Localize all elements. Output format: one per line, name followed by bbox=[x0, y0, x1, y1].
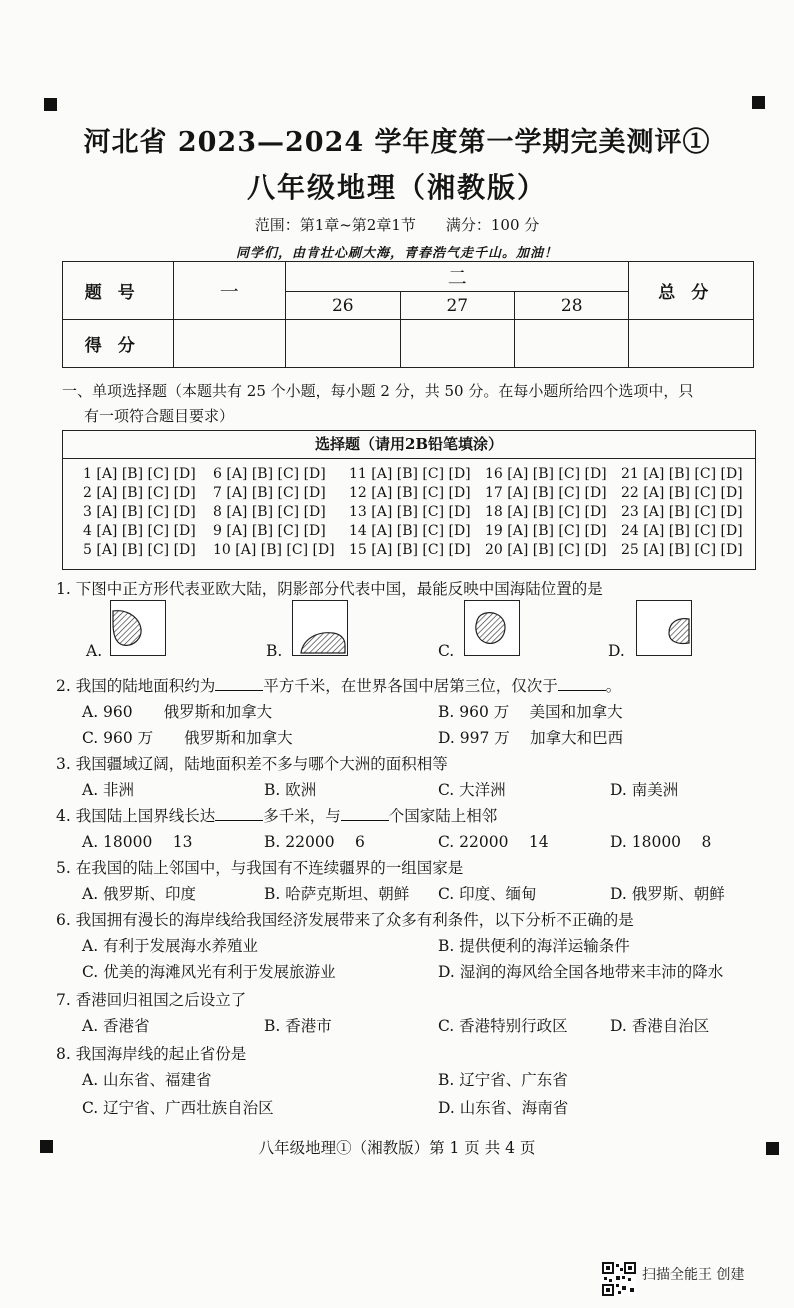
question-5-option-d[interactable]: D. 俄罗斯、朝鲜 bbox=[610, 885, 725, 903]
question-4-option-a[interactable]: A. 18000 13 bbox=[82, 833, 193, 851]
question-3-option-a[interactable]: A. 非洲 bbox=[82, 781, 135, 799]
score-sub-col-28: 28 bbox=[515, 292, 629, 320]
question-1-option-b-label[interactable]: B. bbox=[266, 642, 283, 660]
exam-motto: 同学们，由肯壮心刷大海，青春浩气走千山。加油！ bbox=[235, 246, 558, 261]
question-2-option-a[interactable]: A. 960 俄罗斯和加拿大 bbox=[82, 703, 273, 721]
question-1-map-a bbox=[110, 600, 166, 656]
answer-row[interactable]: 19 [A] [B] [C] [D] bbox=[485, 523, 607, 539]
question-8-option-a[interactable]: A. 山东省、福建省 bbox=[82, 1071, 212, 1089]
question-6-option-a[interactable]: A. 有利于发展海水养殖业 bbox=[82, 937, 259, 955]
answer-row[interactable]: 1 [A] [B] [C] [D] bbox=[83, 466, 196, 482]
question-4-option-d[interactable]: D. 18000 8 bbox=[610, 833, 712, 851]
question-2-blank-1[interactable] bbox=[215, 676, 263, 691]
answer-row[interactable]: 13 [A] [B] [C] [D] bbox=[349, 504, 471, 520]
question-4-stem-part2: 多千米，与 bbox=[263, 807, 341, 825]
answer-row[interactable]: 17 [A] [B] [C] [D] bbox=[485, 485, 607, 501]
page-footer: 八年级地理①（湘教版）第 1 页 共 4 页 bbox=[258, 1139, 536, 1157]
question-1-option-c-label[interactable]: C. bbox=[438, 642, 455, 660]
answer-sheet bbox=[62, 430, 756, 570]
question-2-stem-part1: 2. 我国的陆地面积约为 bbox=[56, 677, 216, 695]
score-sub-col-27: 27 bbox=[400, 292, 514, 320]
answer-row[interactable]: 22 [A] [B] [C] [D] bbox=[621, 485, 743, 501]
score-total-label: 总分 bbox=[629, 262, 754, 320]
answer-row[interactable]: 7 [A] [B] [C] [D] bbox=[213, 485, 326, 501]
answer-column-5 bbox=[621, 465, 743, 560]
question-3-option-d[interactable]: D. 南美洲 bbox=[610, 781, 679, 799]
question-1-option-d-label[interactable]: D. bbox=[608, 642, 625, 660]
question-4-option-b[interactable]: B. 22000 6 bbox=[264, 833, 365, 851]
score-col-one: 一 bbox=[173, 262, 285, 320]
answer-row[interactable]: 16 [A] [B] [C] [D] bbox=[485, 466, 607, 482]
answer-row[interactable]: 25 [A] [B] [C] [D] bbox=[621, 542, 743, 558]
corner-mark-top-right bbox=[752, 96, 765, 109]
score-row-label-score: 得分 bbox=[63, 320, 174, 368]
question-2-stem bbox=[56, 674, 621, 696]
question-5-option-b[interactable]: B. 哈萨克斯坦、朝鲜 bbox=[264, 885, 410, 903]
question-5-option-a[interactable]: A. 俄罗斯、印度 bbox=[82, 885, 197, 903]
question-8-stem: 8. 我国海岸线的起止省份是 bbox=[56, 1045, 247, 1063]
score-cell-27[interactable] bbox=[400, 320, 514, 368]
exam-title: 河北省 2023—2024 学年度第一学期完美测评① bbox=[83, 127, 711, 158]
score-table bbox=[62, 261, 754, 368]
score-sub-col-26: 26 bbox=[286, 292, 400, 320]
question-1-map-b bbox=[292, 600, 348, 656]
question-6-option-b[interactable]: B. 提供便利的海洋运输条件 bbox=[438, 937, 630, 955]
answer-row[interactable]: 5 [A] [B] [C] [D] bbox=[83, 542, 196, 558]
question-7-stem: 7. 香港回归祖国之后设立了 bbox=[56, 991, 247, 1009]
score-cell-26[interactable] bbox=[286, 320, 400, 368]
answer-row[interactable]: 18 [A] [B] [C] [D] bbox=[485, 504, 607, 520]
corner-mark-top-left bbox=[44, 98, 57, 111]
answer-column-4 bbox=[485, 465, 607, 560]
answer-row[interactable]: 4 [A] [B] [C] [D] bbox=[83, 523, 196, 539]
question-7-option-c[interactable]: C. 香港特别行政区 bbox=[438, 1017, 568, 1035]
section1-intro-line2: 有一项符合题目要求） bbox=[84, 407, 235, 425]
answer-row[interactable]: 15 [A] [B] [C] [D] bbox=[349, 542, 471, 558]
question-7-option-b[interactable]: B. 香港市 bbox=[264, 1017, 332, 1035]
question-6-option-d[interactable]: D. 湿润的海风给全国各地带来丰沛的降水 bbox=[438, 963, 724, 981]
answer-column-2 bbox=[213, 465, 335, 560]
answer-row[interactable]: 3 [A] [B] [C] [D] bbox=[83, 504, 196, 520]
question-4-stem bbox=[56, 804, 497, 826]
question-4-blank-1[interactable] bbox=[215, 806, 263, 821]
answer-row[interactable]: 24 [A] [B] [C] [D] bbox=[621, 523, 743, 539]
answer-row[interactable]: 14 [A] [B] [C] [D] bbox=[349, 523, 471, 539]
question-2-option-d[interactable]: D. 997 万 加拿大和巴西 bbox=[438, 729, 624, 747]
question-3-stem: 3. 我国疆域辽阔，陆地面积差不多与哪个大洲的面积相等 bbox=[56, 755, 448, 773]
question-2-stem-part2: 平方千米，在世界各国中居第三位，仅次于 bbox=[263, 677, 558, 695]
question-8-option-b[interactable]: B. 辽宁省、广东省 bbox=[438, 1071, 568, 1089]
question-7-option-d[interactable]: D. 香港自治区 bbox=[610, 1017, 710, 1035]
section1-intro-line1: 一、单项选择题（本题共有 25 个小题，每小题 2 分，共 50 分。在每小题所给四个选项中，只 bbox=[62, 382, 694, 400]
question-1-option-a-label[interactable]: A. bbox=[86, 642, 103, 660]
answer-sheet-header: 选择题（请用2B铅笔填涂） bbox=[63, 431, 755, 459]
score-cell-total[interactable] bbox=[629, 320, 754, 368]
question-4-option-c[interactable]: C. 22000 14 bbox=[438, 833, 549, 851]
exam-subtitle: 八年级地理（湘教版） bbox=[246, 171, 547, 204]
answer-row[interactable]: 9 [A] [B] [C] [D] bbox=[213, 523, 326, 539]
question-4-stem-part1: 4. 我国陆上国界线长达 bbox=[56, 807, 216, 825]
answer-row[interactable]: 11 [A] [B] [C] [D] bbox=[349, 466, 471, 482]
answer-row[interactable]: 2 [A] [B] [C] [D] bbox=[83, 485, 196, 501]
question-5-option-c[interactable]: C. 印度、缅甸 bbox=[438, 885, 537, 903]
answer-row[interactable]: 6 [A] [B] [C] [D] bbox=[213, 466, 326, 482]
question-7-option-a[interactable]: A. 香港省 bbox=[82, 1017, 150, 1035]
question-8-option-d[interactable]: D. 山东省、海南省 bbox=[438, 1099, 569, 1117]
question-8-option-c[interactable]: C. 辽宁省、广西壮族自治区 bbox=[82, 1099, 274, 1117]
answer-row[interactable]: 8 [A] [B] [C] [D] bbox=[213, 504, 326, 520]
question-5-stem: 5. 在我国的陆上邻国中，与我国有不连续疆界的一组国家是 bbox=[56, 859, 464, 877]
question-6-stem: 6. 我国拥有漫长的海岸线给我国经济发展带来了众多有利条件，以下分析不正确的是 bbox=[56, 911, 634, 929]
question-2-option-c[interactable]: C. 960 万 俄罗斯和加拿大 bbox=[82, 729, 293, 747]
question-2-stem-part3: 。 bbox=[605, 677, 622, 695]
answer-row[interactable]: 20 [A] [B] [C] [D] bbox=[485, 542, 607, 558]
question-2-option-b[interactable]: B. 960 万 美国和加拿大 bbox=[438, 703, 623, 721]
score-cell-28[interactable] bbox=[515, 320, 629, 368]
answer-column-3 bbox=[349, 465, 471, 560]
question-1-stem: 1. 下图中正方形代表亚欧大陆，阴影部分代表中国，最能反映中国海陆位置的是 bbox=[56, 580, 603, 598]
score-row-label-number: 题号 bbox=[63, 262, 174, 320]
answer-row[interactable]: 23 [A] [B] [C] [D] bbox=[621, 504, 743, 520]
question-3-option-b[interactable]: B. 欧洲 bbox=[264, 781, 317, 799]
answer-row[interactable]: 12 [A] [B] [C] [D] bbox=[349, 485, 471, 501]
question-4-blank-2[interactable] bbox=[341, 806, 389, 821]
qr-code-icon bbox=[602, 1262, 636, 1296]
question-6-option-c[interactable]: C. 优美的海滩风光有利于发展旅游业 bbox=[82, 963, 336, 981]
scanner-watermark: 扫描全能王 创建 bbox=[642, 1267, 745, 1283]
score-col-two: 二 bbox=[286, 262, 629, 292]
question-1-map-d bbox=[636, 600, 692, 656]
question-4-stem-part3: 个国家陆上相邻 bbox=[388, 807, 498, 825]
question-3-option-c[interactable]: C. 大洋洲 bbox=[438, 781, 506, 799]
answer-row[interactable]: 21 [A] [B] [C] [D] bbox=[621, 466, 743, 482]
answer-row[interactable]: 10 [A] [B] [C] [D] bbox=[213, 542, 335, 558]
question-2-blank-2[interactable] bbox=[558, 676, 606, 691]
score-cell-one[interactable] bbox=[173, 320, 285, 368]
question-1-map-c bbox=[464, 600, 520, 656]
answer-column-1 bbox=[83, 465, 196, 560]
exam-range: 范围：第1章~第2章1节 满分：100 分 bbox=[254, 216, 540, 234]
